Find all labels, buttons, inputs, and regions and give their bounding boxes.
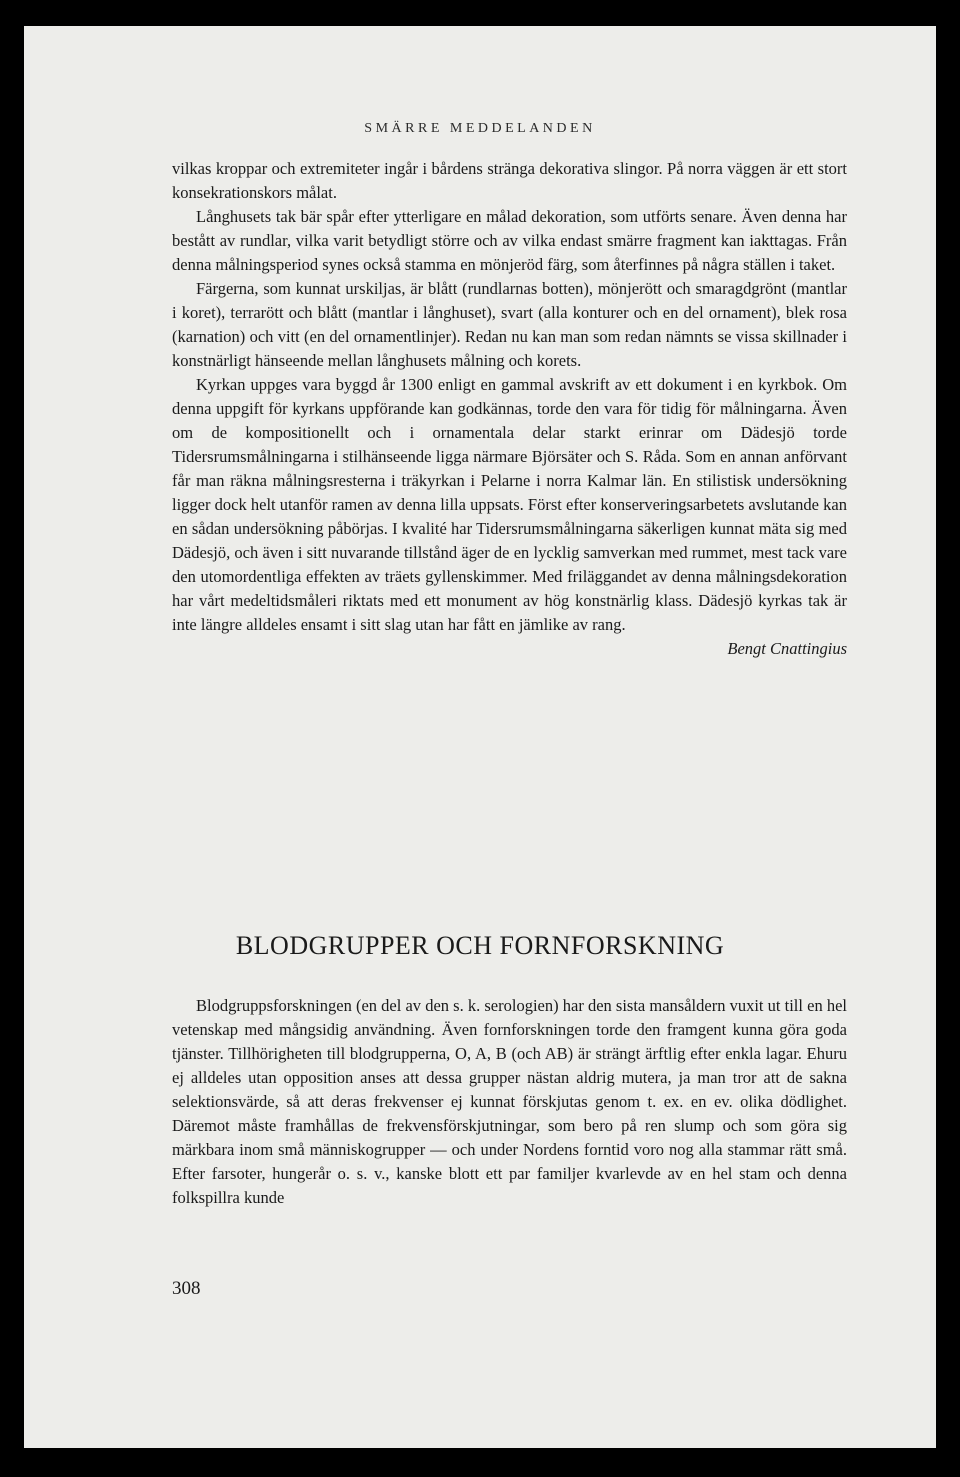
author-signature: Bengt Cnattingius [727, 639, 847, 658]
section-title: BLODGRUPPER OCH FORNFORSKNING [235, 931, 725, 960]
book-page [24, 26, 936, 1448]
paragraph: Långhusets tak bär spår efter ytterligare en målad dekoration, som utförts senare. Även denna har bestått av rundlar, vilka varit betydligt större och av vilka endast smärre fragment kan iakttagas. Från denna målningsperiod synes också stamma en mönjeröd färg, som återfinnes på några ställen i taket. [172, 207, 847, 274]
paragraph: Blodgruppsforskningen (en del av den s. k. serologien) har den sista mansåldern vuxit ut till en hel vetenskap med mångsidig användning. Även fornforskningen torde den framgent kunna göra goda tjänster. Tillhörigheten till blodgrupperna, O, A, B (och AB) är strängt ärftlig efter enkla lagar. Ehuru ej alldeles utan opposition anses att dessa grupper nästan aldrig mutera, ja man tror att de sakna selektionsvärde, så att deras frekvenser ej kunnat förskjutas genom t. ex. en ev. olika dödlighet. Däremot måste framhållas de frekvensförskjutningar, som bero på ren slump och som göra sig märkbara inom små människogrupper — och under Nordens forntid voro nog alla stammar rätt små. Efter farsoter, hungerår o. s. v., kanske blott ett par familjer kvarlevde av en hel stam och denna folkspillra kunde [172, 996, 847, 1207]
paragraph: vilkas kroppar och extremiteter ingår i bårdens stränga dekorativa slingor. På norra väggen är ett stort konsekrationskors målat. [172, 159, 847, 202]
running-head: SMÄRRE MEDDELANDEN [364, 121, 596, 136]
paragraph: Färgerna, som kunnat urskiljas, är blått (rundlarnas botten), mönjerött och smaragdgrönt (mantlar i koret), terrarött och blått (mantlar i långhuset), svart (alla konturer och en del ornament), blek rosa (karnation) och vitt (en del ornamentlinjer). Redan nu kan man som redan nämnts se vissa skillnader i konstnärligt hänseende mellan långhusets målning och korets. [172, 279, 847, 370]
page-number: 308 [172, 1278, 201, 1299]
article-body-upper [172, 157, 847, 661]
article-body-lower [172, 994, 847, 1210]
paragraph: Kyrkan uppges vara byggd år 1300 enligt en gammal avskrift av ett dokument i en kyrkbok. Om denna uppgift för kyrkans uppförande kan godkännas, torde den vara för tidig för målningarna. Även om de kompositionellt och i ornamentala delar starkt erinrar om Dädesjö torde Tidersrumsmålningarna i stilhänseende ligga närmare Björsäter och S. Råda. Som en annan anförvant får man räkna målningsresterna i träkyrkan i Pelarne i norra Kalmar län. En stilistisk undersökning ligger dock helt utanför ramen av denna lilla uppsats. Först efter konserveringsarbetets avslutande kan en sådan undersökning påbörjas. I kvalité har Tidersrumsmålningarna säkerligen kunnat mäta sig med Dädesjö, och även i sitt nuvarande tillstånd äger de en lycklig samverkan med rummet, mest tack vare den utomordentliga effekten av träets gyllenskimmer. Med friläggandet av denna målningsdekoration har vårt medeltidsmåleri riktats med ett monument av hög konstnärlig klass. Dädesjö kyrkas tak är inte längre alldeles ensamt i sitt slag utan har fått en jämlike av rang. [172, 375, 847, 634]
